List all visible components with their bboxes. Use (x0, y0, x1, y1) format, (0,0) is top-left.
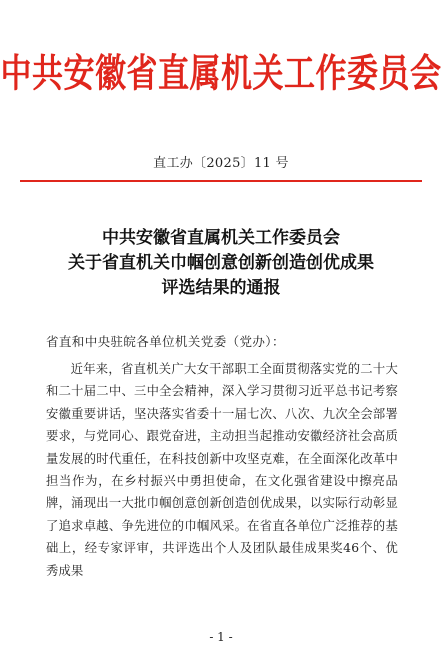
document-title (0, 226, 442, 301)
body-paragraph: 近年来，省直机关广大女干部职工全面贯彻落实党的二十大和二十届二中、三中全会精神，深入学习贯彻习近平总书记考察安徽重要讲话，坚决落实省委十一届七次、八次、九次全会部署要求，与党同心、跟党奋进，主动担当起推动安徽经济社会高质量发展的时代重任，在科技创新中攻坚克难，在全面深化改革中担当作为，在乡村振兴中勇担使命，在文化强省建设中擦亮品牌，涌现出一大批巾帼创意创新创造创优成果，以实际行动彰显了追求卓越、争先进位的巾帼风采。在省直各单位广泛推荐的基础上，经专家评审，共评选出个人及团队最佳成果奖46个、优秀成果 (46, 362, 398, 578)
issuing-org-header: 中共安徽省直属机关工作委员会 (0, 51, 442, 97)
page-number: - 1 - (209, 630, 233, 644)
document-title-line: 评选结果的通报 (161, 278, 281, 298)
document-title-line: 关于省直机关巾帼创意创新创造创优成果 (68, 253, 374, 273)
red-divider-line (20, 180, 422, 182)
document-number: 直工办〔2025〕11 号 (153, 156, 289, 171)
document-title-line: 中共安徽省直属机关工作委员会 (102, 228, 340, 248)
recipient-line: 省直和中央驻皖各单位机关党委（党办）： (46, 334, 285, 349)
